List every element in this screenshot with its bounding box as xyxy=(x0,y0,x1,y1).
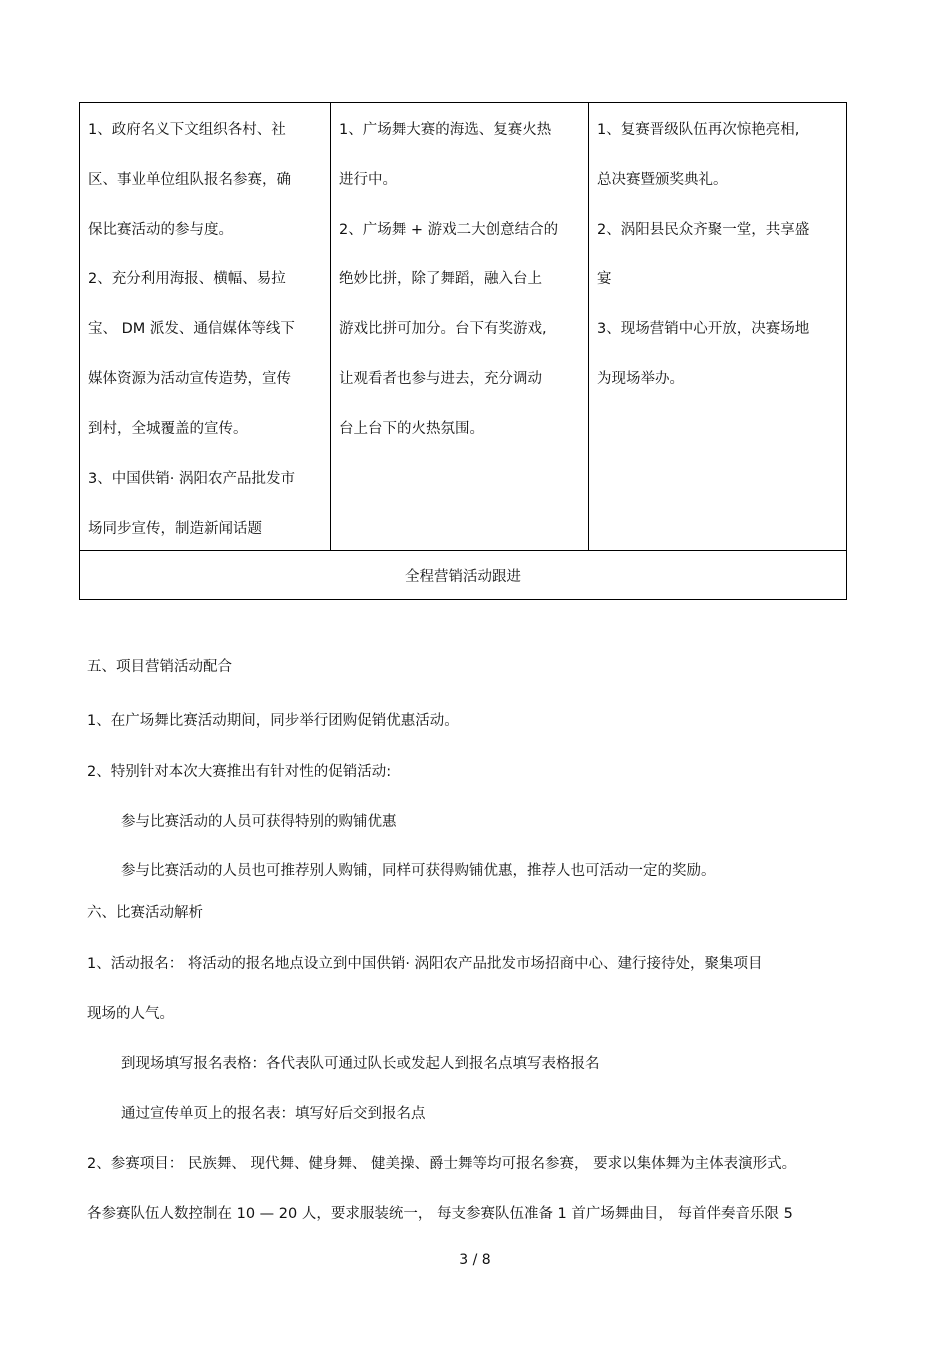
section-heading-6: 六、比赛活动解析 xyxy=(87,905,203,921)
table-cell-line: 3、中国供销· 涡阳农产品批发市 xyxy=(88,471,295,487)
table-cell-line: 1、复赛晋级队伍再次惊艳亮相, xyxy=(597,122,800,138)
table-cell-line: 到村，全城覆盖的宣传。 xyxy=(88,421,248,437)
table-cell-line: 总决赛暨颁奖典礼。 xyxy=(597,172,728,188)
table-cell-line: 游戏比拼可加分。台下有奖游戏, xyxy=(339,321,547,337)
table-footer-row xyxy=(80,550,846,599)
paragraph-indented: 参与比赛活动的人员也可推荐别人购铺，同样可获得购铺优惠，推荐人也可活动一定的奖励。 xyxy=(121,863,716,879)
paragraph: 2、参赛项目： 民族舞、 现代舞、健身舞、 健美操、爵士舞等均可报名参赛， 要求以集体舞为主体表演形式。 xyxy=(87,1156,797,1172)
table-cell-line: 2、涡阳县民众齐聚一堂，共享盛 xyxy=(597,222,810,238)
table-cell-line: 2、充分利用海报、横幅、易拉 xyxy=(88,271,286,287)
paragraph: 2、特别针对本次大赛推出有针对性的促销活动: xyxy=(87,764,392,780)
section-heading-5: 五、项目营销活动配合 xyxy=(87,659,232,675)
table-cell-line: 绝妙比拼，除了舞蹈，融入台上 xyxy=(339,271,542,287)
table-cell-line: 进行中。 xyxy=(339,172,397,188)
table-cell-line: 1、政府名义下文组织各村、社 xyxy=(88,122,286,138)
page-number: 3 / 8 xyxy=(459,1252,491,1268)
table-column-1 xyxy=(80,103,331,550)
table-cell-line: 场同步宣传，制造新闻话题 xyxy=(88,521,262,537)
table-cell-line: 台上台下的火热氛围。 xyxy=(339,421,484,437)
table-cell-line: 保比赛活动的参与度。 xyxy=(88,222,233,238)
marketing-table xyxy=(79,102,847,600)
paragraph: 1、在广场舞比赛活动期间，同步举行团购促销优惠活动。 xyxy=(87,713,459,729)
paragraph: 现场的人气。 xyxy=(87,1006,174,1022)
table-footer-text: 全程营销活动跟进 xyxy=(405,568,521,585)
paragraph: 1、活动报名： 将活动的报名地点设立到中国供销· 涡阳农产品批发市场招商中心、建行接待处，聚集项目 xyxy=(87,956,763,972)
paragraph-indented: 到现场填写报名表格：各代表队可通过队长或发起人到报名点填写表格报名 xyxy=(121,1056,600,1072)
table-cell-line: 让观看者也参与进去，充分调动 xyxy=(339,371,542,387)
table-cell-line: 2、广场舞 + 游戏二大创意结合的 xyxy=(339,222,559,238)
table-cell-line: 区、事业单位组队报名参赛，确 xyxy=(88,172,291,188)
table-cell-line: 媒体资源为活动宣传造势，宣传 xyxy=(88,371,291,387)
table-cell-line: 宝、 DM 派发、通信媒体等线下 xyxy=(88,321,295,337)
table-column-2 xyxy=(331,103,589,550)
table-cell-line: 宴 xyxy=(597,271,612,287)
table-cell-line: 3、现场营销中心开放，决赛场地 xyxy=(597,321,810,337)
paragraph-indented: 参与比赛活动的人员可获得特别的购铺优惠 xyxy=(121,814,397,830)
table-cell-line: 1、广场舞大赛的海选、复赛火热 xyxy=(339,122,552,138)
table-cell-line: 为现场举办。 xyxy=(597,371,684,387)
paragraph-indented: 通过宣传单页上的报名表：填写好后交到报名点 xyxy=(121,1106,426,1122)
table-column-3 xyxy=(589,103,846,550)
paragraph: 各参赛队伍人数控制在 10 — 20 人，要求服装统一， 每支参赛队伍准备 1 首广场舞曲目， 每首伴奏音乐限 5 xyxy=(87,1206,793,1222)
